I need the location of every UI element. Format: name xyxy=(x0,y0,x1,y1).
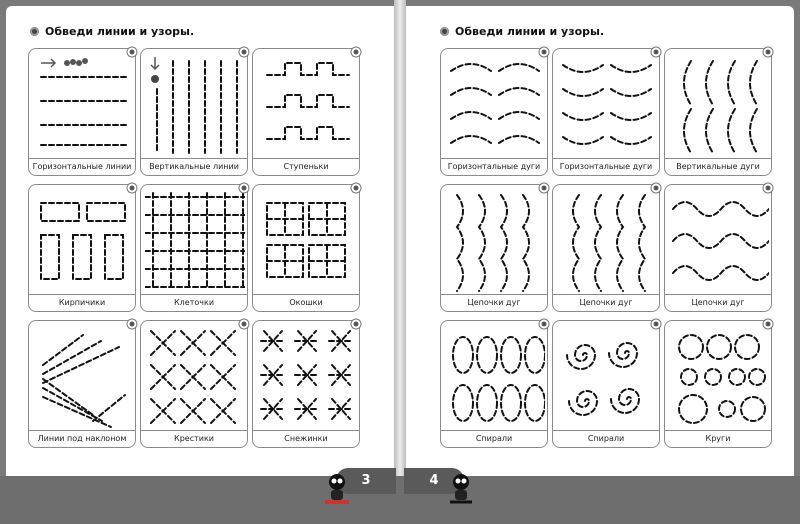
pattern-card xyxy=(664,48,772,176)
book-spine xyxy=(394,0,406,476)
pattern-card xyxy=(140,48,248,176)
pattern-card xyxy=(664,320,772,448)
corner-ornament-icon xyxy=(346,318,362,334)
pattern-card xyxy=(552,184,660,312)
mascot-icon xyxy=(446,472,476,506)
bullet-icon xyxy=(30,27,39,36)
card-caption: Ступеньки xyxy=(253,158,359,175)
corner-ornament-icon xyxy=(758,318,774,334)
pattern-card xyxy=(140,320,248,448)
tracing-pattern xyxy=(445,189,545,293)
pattern-card xyxy=(664,184,772,312)
card-caption: Спирали xyxy=(553,430,659,447)
left-heading xyxy=(30,25,194,38)
tracing-pattern xyxy=(557,189,657,293)
pattern-card xyxy=(252,320,360,448)
tracing-pattern xyxy=(445,53,545,157)
corner-ornament-icon xyxy=(534,318,550,334)
pattern-card xyxy=(552,320,660,448)
corner-ornament-icon xyxy=(234,318,250,334)
bottom-band xyxy=(0,476,800,524)
tracing-pattern xyxy=(669,325,769,429)
card-caption: Спирали xyxy=(441,430,547,447)
corner-ornament-icon xyxy=(234,182,250,198)
corner-ornament-icon xyxy=(234,46,250,62)
pattern-card xyxy=(28,320,136,448)
card-caption: Цепочки дуг xyxy=(553,294,659,311)
right-heading-text: Обведи линии и узоры. xyxy=(455,25,605,38)
corner-ornament-icon xyxy=(758,182,774,198)
card-caption: Вертикальные дуги xyxy=(665,158,771,175)
pattern-card xyxy=(252,184,360,312)
card-caption: Линии под наклоном xyxy=(29,430,135,447)
tracing-pattern xyxy=(669,53,769,157)
pattern-card xyxy=(140,184,248,312)
pattern-card xyxy=(28,48,136,176)
pattern-card xyxy=(440,184,548,312)
tracing-pattern xyxy=(557,53,657,157)
tracing-pattern xyxy=(33,53,133,157)
bullet-icon xyxy=(440,27,449,36)
tracing-pattern xyxy=(33,325,133,429)
card-caption: Круги xyxy=(665,430,771,447)
tracing-pattern xyxy=(669,189,769,293)
corner-ornament-icon xyxy=(758,46,774,62)
page-number-right: 4 xyxy=(404,468,464,494)
corner-ornament-icon xyxy=(346,46,362,62)
tracing-pattern xyxy=(557,325,657,429)
pattern-card xyxy=(28,184,136,312)
card-caption: Снежинки xyxy=(253,430,359,447)
card-caption: Горизонтальные дуги xyxy=(441,158,547,175)
left-heading-text: Обведи линии и узоры. xyxy=(45,25,195,38)
corner-ornament-icon xyxy=(646,46,662,62)
card-caption: Окошки xyxy=(253,294,359,311)
tracing-pattern xyxy=(257,325,357,429)
corner-ornament-icon xyxy=(534,46,550,62)
tracing-pattern xyxy=(33,189,133,293)
tracing-pattern xyxy=(257,53,357,157)
corner-ornament-icon xyxy=(122,182,138,198)
card-caption: Крестики xyxy=(141,430,247,447)
tracing-pattern xyxy=(257,189,357,293)
card-caption: Горизонтальные дуги xyxy=(553,158,659,175)
pattern-card xyxy=(440,320,548,448)
card-caption: Клеточки xyxy=(141,294,247,311)
corner-ornament-icon xyxy=(346,182,362,198)
card-caption: Горизонтальные линии xyxy=(29,158,135,175)
pattern-card xyxy=(252,48,360,176)
card-caption: Вертикальные линии xyxy=(141,158,247,175)
corner-ornament-icon xyxy=(646,318,662,334)
corner-ornament-icon xyxy=(534,182,550,198)
tracing-pattern xyxy=(145,189,245,293)
card-caption: Цепочки дуг xyxy=(441,294,547,311)
corner-ornament-icon xyxy=(122,318,138,334)
corner-ornament-icon xyxy=(122,46,138,62)
pattern-card xyxy=(440,48,548,176)
mascot-icon xyxy=(322,472,352,506)
pattern-card xyxy=(552,48,660,176)
page-number-left: 3 xyxy=(336,468,396,494)
tracing-pattern xyxy=(145,325,245,429)
card-caption: Кирпичики xyxy=(29,294,135,311)
tracing-pattern xyxy=(145,53,245,157)
tracing-pattern xyxy=(445,325,545,429)
card-caption: Цепочки дуг xyxy=(665,294,771,311)
right-heading xyxy=(440,25,604,38)
corner-ornament-icon xyxy=(646,182,662,198)
